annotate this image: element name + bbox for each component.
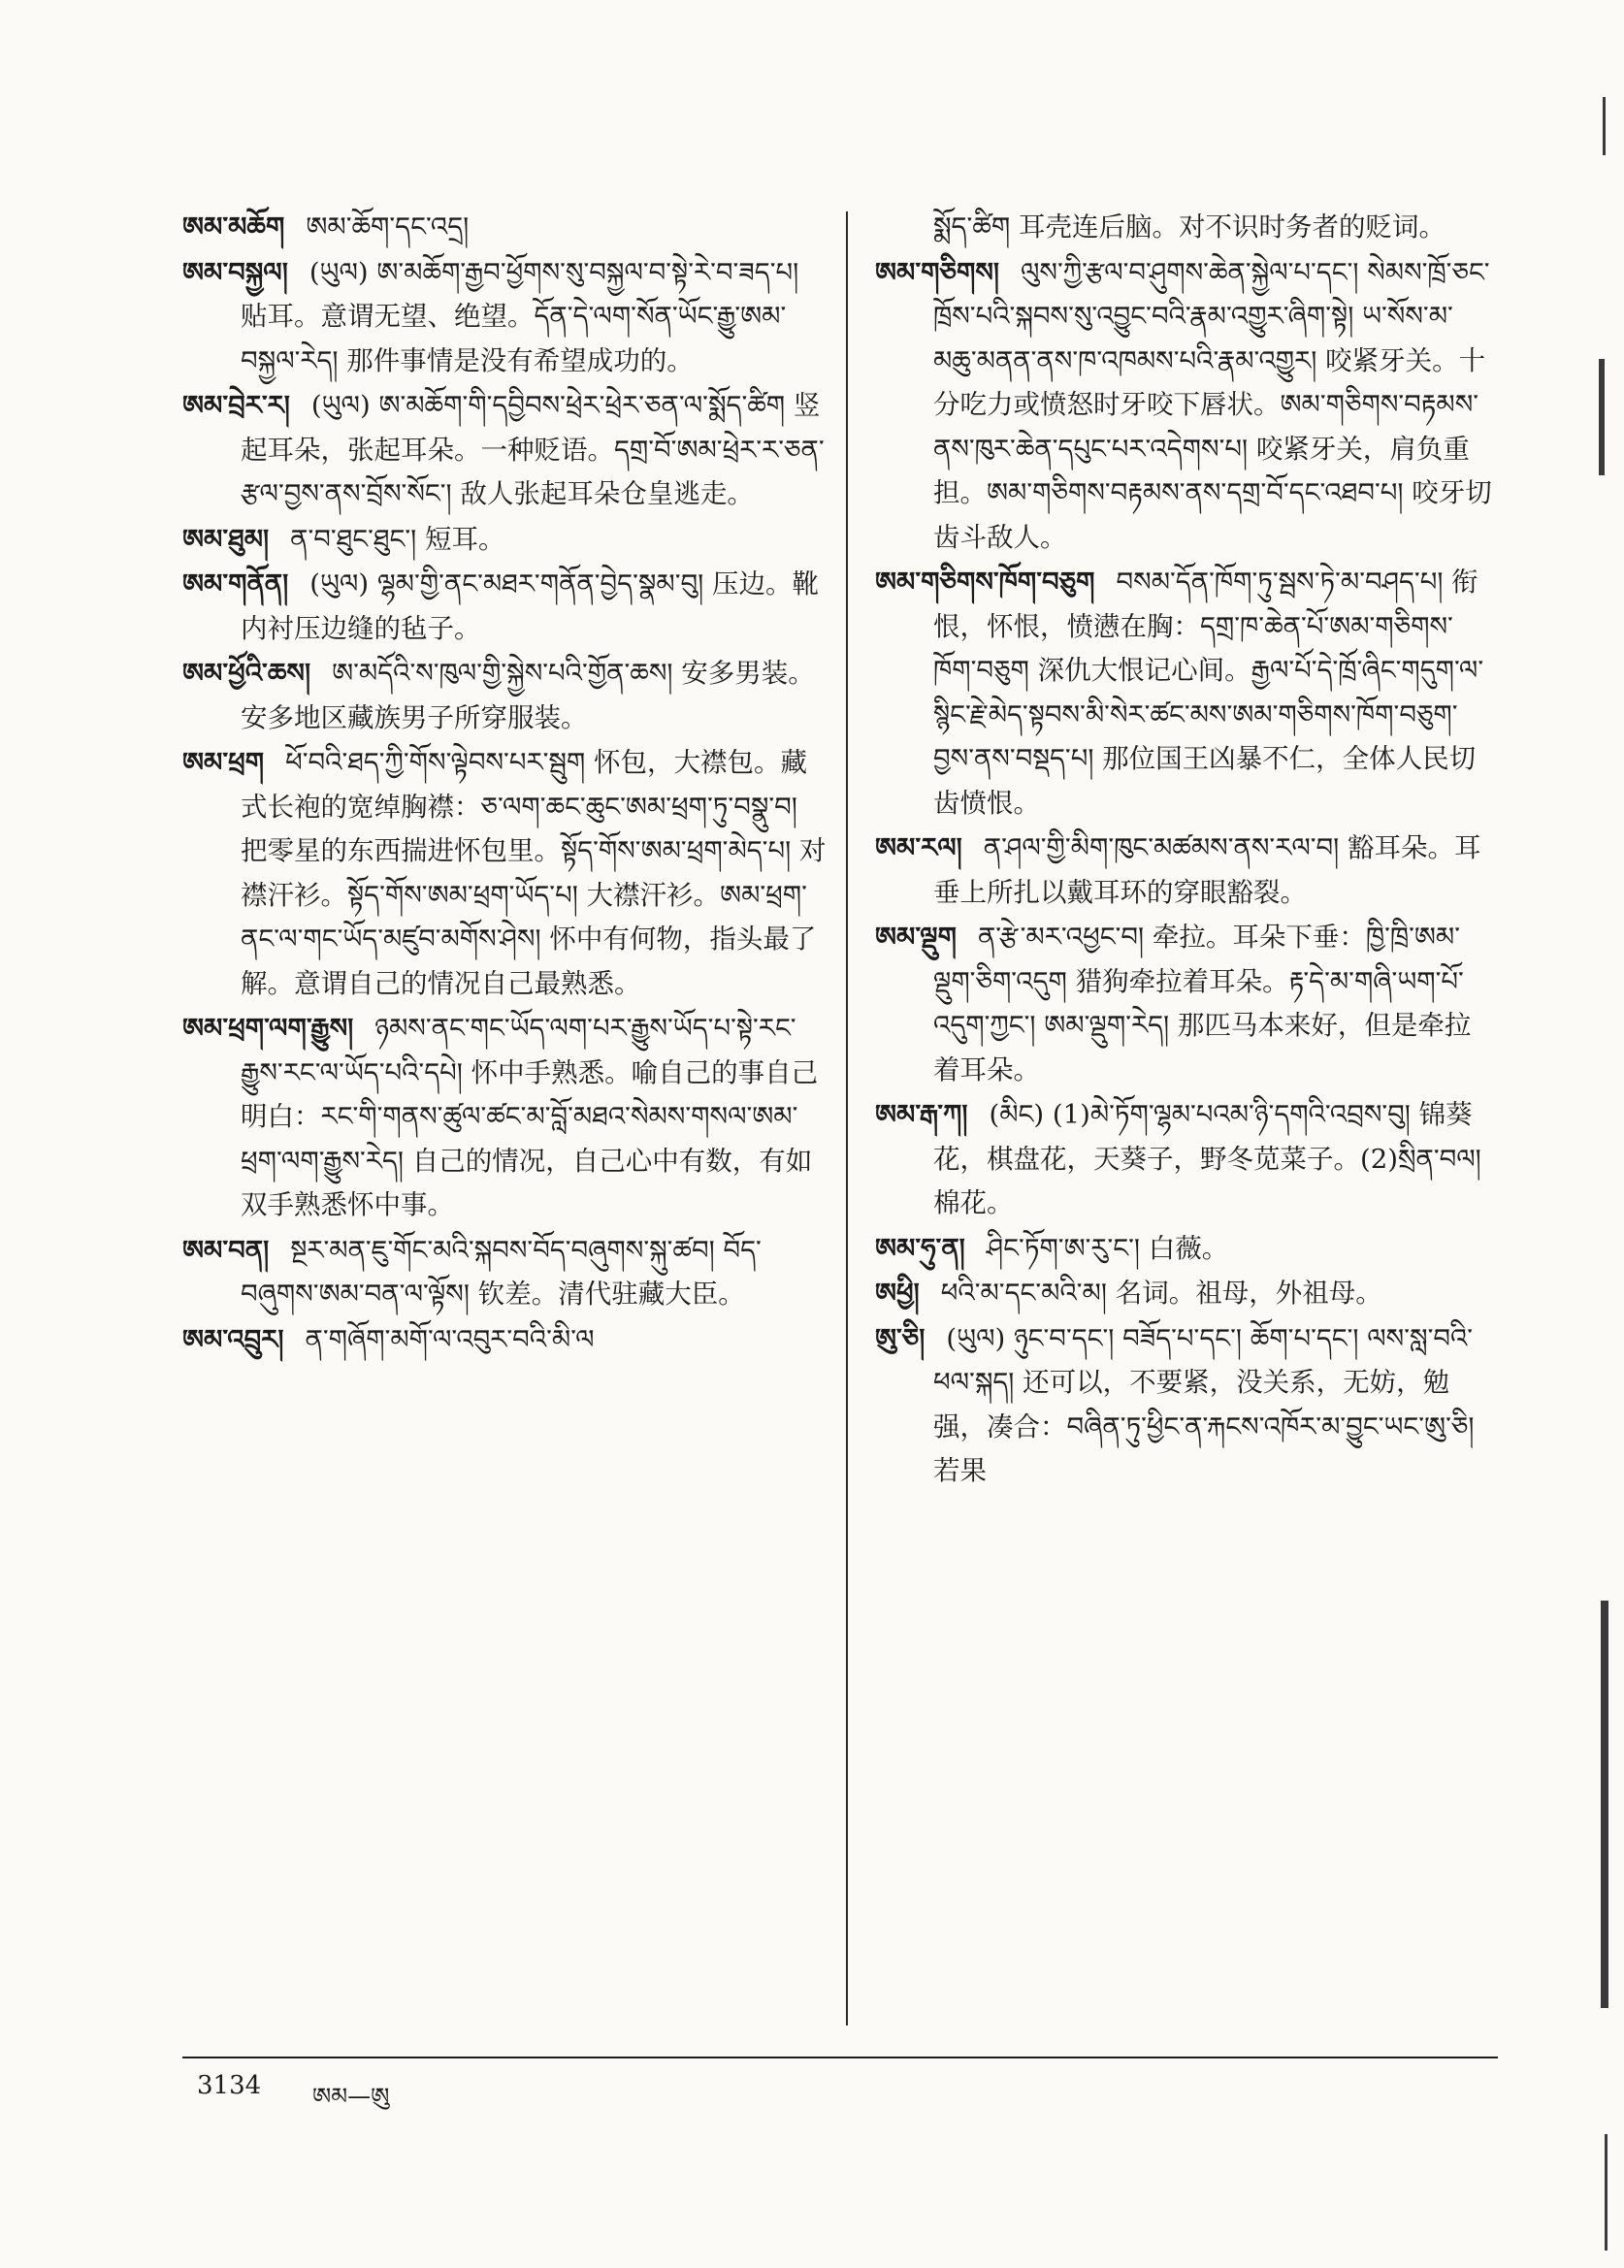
headword: ཨམ་བན།	[182, 1234, 270, 1266]
entry-body: ཕའི་མ་དང་མའི་མ། 名词。祖母，外祖母。	[940, 1278, 1382, 1309]
entry	[875, 1093, 1496, 1226]
headword: ཨམ་གནོན།	[182, 568, 289, 599]
left-column	[182, 206, 828, 1363]
entry-body: སྔར་མན་ཇུ་གོང་མའི་སྐབས་བོད་བཞུགས་སྐུ་ཚབ། བོད་བཞུགས་ཨམ་བན་ལ་ལྟོས། 钦差。清代驻藏大臣。	[241, 1234, 762, 1310]
footer-rule	[182, 2057, 1498, 2058]
entry-body: ཉམས་ནང་གང་ཡོད་ལག་པར་རྒྱུས་ཡོད་པ་སྟེ་རང་རྒྱུས་རང་ལ་ཡོད་པའི་དཔེ། 怀中手熟悉。喻自己的事自己明白：རང་གི་གནས་ཚུལ་ཚང་མ་བློ་མཐའ་སེམས་གསལ་ཨམ་ཕྲག་ལག་རྒྱུས་རེད། 自己的情况，自己心中有数，有如双手熟悉怀中事。	[241, 1013, 819, 1220]
headword: ཨམ་ཕྲག་ལག་རྒྱུས།	[182, 1013, 354, 1044]
entry-body: ཨམ་ཆོག་དང་འདྲ།	[306, 211, 470, 243]
headword: ཨམ་ཕྱོའི་ཆས།	[182, 658, 311, 689]
entry	[182, 1229, 828, 1317]
entry	[182, 741, 828, 1006]
entry-body: (ཡུལ) ཨ་མཆོག་རྒྱབ་ཕྱོགས་སུ་བསྐྱལ་བ་སྟེ་རེ་བ་ཟད་པ། 贴耳。意谓无望、绝望。དོན་དེ་ལག་སོན་ཡོང་རྒྱུ་ཨམ་བསྐྱལ་རེད། 那件事情是没有希望成功的。	[241, 256, 799, 376]
entry	[182, 652, 828, 740]
entry-body: ལུས་ཀྱི་རྩལ་བ་ཤུགས་ཆེན་སྐྱེལ་པ་དང་། སེམས་ཁྲོ་ཅང་ཁྲོས་པའི་སྐབས་སུ་འབྱུང་བའི་རྣམ་འགྱུར་ཞིག་སྟེ། ཡ་སོས་མ་མཆུ་མནན་ནས་ཁ་འཁམས་པའི་རྣམ་འགྱུར། 咬紧牙关。十分吃力或愤怒时牙咬下唇状。ཨམ་གཅིགས་བརྟམས་ནས་ཁུར་ཆེན་དཔུང་པར་འདེགས་པ། 咬紧牙关，肩负重担。ཨམ་གཅིགས་བརྟམས་ནས་དགྲ་བོ་དང་འཐབ་པ། 咬牙切齿斗敌人。	[933, 256, 1492, 553]
headword: ཨམ་ལྡུག	[875, 922, 957, 953]
entry	[875, 826, 1496, 915]
headword: ཨམ་རལ།	[875, 832, 962, 863]
headword: ཨམ་གཅིགས་ཁོག་བཅུག	[875, 567, 1095, 598]
entry	[182, 1007, 828, 1228]
entry	[182, 518, 828, 563]
entry	[875, 1227, 1496, 1272]
headword: ཨཕྱི།	[875, 1278, 920, 1309]
scan-edge-mark	[1599, 359, 1605, 475]
entry	[875, 916, 1496, 1092]
headword: ཨམ་ཕྲག	[182, 747, 265, 778]
entry-body: ན་ཤལ་གྱི་མིག་ཁུང་མཚམས་ནས་རལ་བ། 豁耳朵。耳垂上所扎以戴耳环的穿眼豁裂。	[933, 832, 1481, 908]
entry	[875, 561, 1496, 826]
headword: ཨུ་ཅི།	[875, 1322, 926, 1354]
entry-body: སྨོད་ཚིག 耳壳连后脑。对不识时务者的贬词。	[933, 211, 1445, 243]
entry-body: ན་བ་ཐུང་ཐུང་། 短耳。	[290, 523, 505, 555]
entry	[182, 206, 828, 250]
headword: ཨམ་མཆོག	[182, 211, 285, 243]
scan-edge-mark	[1603, 97, 1606, 155]
headword: ཨམ་འབྲུར།	[182, 1323, 284, 1355]
scan-edge-mark	[1601, 1601, 1608, 2008]
headword: ཨམ་ཧུ་ན།	[875, 1232, 965, 1264]
entry	[182, 251, 828, 384]
headword: ཨམ་གཅིགས།	[875, 256, 999, 288]
entry-body: (ཡུལ) ལྷམ་གྱི་ནང་མཐར་གནོན་བྱེད་སྣམ་བུ། 压边。靴内衬压边缝的毡子。	[241, 568, 819, 644]
entry-continuation	[875, 206, 1496, 250]
column-divider	[846, 211, 848, 2025]
page-number: 3134	[197, 2071, 262, 2100]
entry-body: ཕོ་བའི་ཐད་ཀྱི་གོས་ལྟེབས་པར་སྦུག 怀包，大襟包。藏式长袍的宽绰胸襟：ཅ་ལག་ཆང་ཆུང་ཨམ་ཕྲག་ཏུ་བསྣུ་བ། 把零星的东西揣进怀包里。སྟོད་གོས་ཨམ་ཕྲག་མེད་པ། 对襟汗衫。སྟོད་གོས་ཨམ་ཕྲག་ཡོད་པ། 大襟汗衫。ཨམ་ཕྲག་ནང་ལ་གང་ཡོད་མཛུབ་མགོས་ཤེས། 怀中有何物，指头最了解。意谓自己的情况自己最熟悉。	[241, 747, 827, 999]
entry-body: ཤིང་ཏོག་ཨ་རུ་ང་། 白薇。	[986, 1232, 1229, 1264]
entry	[875, 1272, 1496, 1316]
page-range: ཨམ—ཨུ	[312, 2083, 390, 2110]
entry	[182, 1318, 828, 1363]
entry	[182, 563, 828, 651]
headword: ཨམ་བསྐྱལ།	[182, 256, 288, 288]
entry-body: ན་རྩེ་མར་འཕྱང་བ། 牵拉。耳朵下垂：ཁྱི་ཁྲི་ཨམ་ལྡུག་ཅིག་འདུག 猎狗牵拉着耳朵。རྟ་དེ་མ་གཞི་ཡག་པོ་འདུག་ཀྱང་། ཨམ་ལྡུག་རེད། 那匹马本来好，但是牵拉着耳朵。	[933, 922, 1472, 1085]
headword: ཨམ་རྒ་ཀ།	[875, 1099, 968, 1130]
entry-body: (ཡུལ) ཨ་མཆོག་གི་དབྱིབས་ཕྲེར་ཕྲེར་ཅན་ལ་སྨོད་ཚིག 竖起耳朵，张起耳朵。一种贬语。དགྲ་བོ་ཨམ་ཕྲེར་ར་ཅན་རྩལ་བྱས་ནས་བྲོས་སོང་། 敌人张起耳朵仓皇逃走。	[241, 390, 825, 509]
headword: ཨམ་བྲེར་ར།	[182, 390, 290, 421]
entry	[875, 1317, 1496, 1494]
entry-body: ཨ་མདོའི་ས་ཁུལ་གྱི་སྐྱེས་པའི་གྱོན་ཆས། 安多男装。安多地区藏族男子所穿服装。	[241, 658, 815, 733]
headword: ཨམ་ཐུམ།	[182, 523, 270, 555]
entry-body: བསམ་དོན་ཁོག་ཏུ་སྦས་ཏེ་མ་བཤད་པ། 衔恨，怀恨，愤懑在胸：དགྲ་ཁ་ཆེན་པོ་ཨམ་གཅིགས་ཁོག་བཅུག 深仇大恨记心间。རྒྱལ་པོ་དེ་ཁྲོ་ཞིང་གདུག་ལ་སྙིང་རྗེ་མེད་སྟབས་མི་སེར་ཚང་མས་ཨམ་གཅིགས་ཁོག་བཅུག་བྱས་ནས་བསྡད་པ། 那位国王凶暴不仁，全体人民切齿愤恨。	[933, 567, 1484, 819]
entry-body: ན་གཞོག་མགོ་ལ་འབུར་བའི་མི་ལ	[305, 1323, 595, 1355]
right-column	[875, 206, 1496, 1495]
entry-body: (མིང) (1)མེ་ཏོག་ལྷམ་པའམ་ཉི་དགའི་འབྲས་བུ། 锦葵花，棋盘花，天葵子，野冬苋菜子。(2)སྲིན་བལ། 棉花。	[933, 1099, 1481, 1218]
entry	[875, 251, 1496, 561]
scan-edge-mark	[1605, 2134, 1608, 2251]
entry-body: (ཡུལ) ཉུང་བ་དང་། བཟོད་པ་དང་། ཆོག་པ་དང་། ལས་སླ་བའི་ཕལ་སྐད། 还可以，不要紧，没关系，无妨，勉强，凑合：བཞིན་ཏུ་ཕྱིང་ན་རྐངས་འཁོར་མ་བྱུང་ཡང་ཨུ་ཅི། 若果	[933, 1322, 1475, 1486]
entry	[182, 384, 828, 517]
